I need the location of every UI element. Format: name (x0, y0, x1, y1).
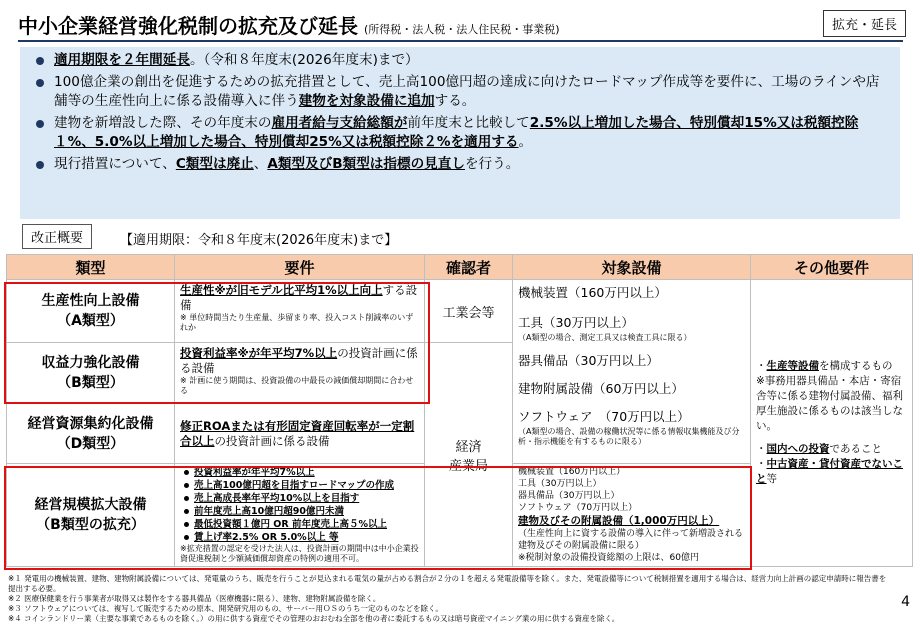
bullet-3-b: 雇用者給与支給総額が (271, 115, 408, 131)
other-1-text: を構成するもの (819, 360, 893, 372)
other-dot-3: ・ (756, 443, 767, 455)
equipment-cell (513, 280, 751, 464)
footnote-2: ※２ 医療保健業を行う事業者が取得又は製作をする器具備品（医療機器に限る）、建物、建物附属設備を除く。 (8, 594, 381, 603)
highlight-box-ab (4, 282, 430, 404)
other-3-text: であること (829, 443, 882, 455)
equip-4: 建物附属設備（60万円以上） (518, 381, 684, 396)
type-b-expanded: 経営規模拡大設備 （B類型の拡充） (7, 464, 175, 567)
other-2: ※事務用器具備品・本店・寄宿舎等に係る建物付属設備、福利厚生施設に係るものは該当しない。 (756, 375, 903, 432)
bullet-3-e: 。 (518, 134, 533, 150)
req-d-bold: 修正ROAまたは有形固定資産回転率が一定割合以上 (180, 418, 415, 448)
bullet-3-c: 前年度末と比較して (407, 115, 530, 131)
type-b: 収益力強化設備 （B類型） (7, 343, 175, 404)
equip-3: 器具備品（30万円以上） (518, 353, 659, 368)
equip-ex-2: 工具（30万円以上） (518, 479, 602, 489)
type-a: 生産性向上設備 （A類型） (7, 280, 175, 343)
other-4-bold: 中古資産・貸付資産でないこと (756, 458, 903, 485)
bullet-3-a: 建物を新増設した際、その年度末の (54, 115, 272, 131)
page-number: 4 (901, 594, 910, 610)
other-dot-1: ・ (756, 360, 767, 372)
summary-bullet-3 (32, 114, 886, 152)
confirmer-d: 経済 産業局 (425, 343, 513, 567)
req-b-bold: 投資利益率※が年平均7%以上 (180, 346, 338, 360)
bullet-1-bold: 適用期限を２年間延長 (54, 52, 190, 68)
equip-2: 工具（30万円以上） (518, 315, 634, 330)
application-period: 【適用期限：令和８年度末(2026年度末)まで】 (120, 233, 398, 248)
footnote-3: ※３ ソフトウェアについては、複写して販売するための原本、開発研究用のもの、サーバー用ＯＳのうち一定のものなどを除く。 (8, 604, 443, 613)
equip-ex-1: 機械装置（160万円以上） (518, 467, 626, 477)
header-requirement: 要件 (175, 255, 425, 280)
bullet-2-end: する。 (434, 93, 476, 109)
equip-ex-6: （生産性向上に資する設備の導入に伴って新増設される建物及びその附属設備に限る） (518, 529, 744, 551)
bullet-4-b: C類型は廃止 (175, 156, 254, 172)
table-header-row (7, 255, 913, 280)
type-d: 経営資源集約化設備 （D類型） (7, 404, 175, 464)
summary-box (20, 47, 900, 219)
req-a-note: ※ 単位時間当たり生産量、歩留まり率、投入コスト削減率のいずれか (180, 313, 414, 332)
bullet-4-e: を行う。 (464, 156, 520, 172)
equip-2-note: （A類型の場合、測定工具又は検査工具に限る） (518, 333, 692, 342)
bullet-2-text: 100億企業の創出を促進するための拡充措置として、売上高100億円超の達成に向けたロードマップ作成等を要件に、工場のラインや店舗等の生産性向上に係る設備導入に伴う (54, 74, 880, 109)
bullet-1-text: 。（令和８年度末(2026年度末)まで） (189, 52, 419, 68)
summary-bullet-1 (32, 51, 886, 70)
footnotes (8, 574, 888, 624)
confirmer-a: 工業会等 (425, 280, 513, 343)
summary-bullet-2 (32, 73, 886, 111)
bullet-4-a: 現行措置について、 (54, 156, 176, 172)
req-b-text: の投資計画に係る設備 (180, 346, 418, 375)
req-a-text: する設備 (180, 283, 418, 312)
list-item: 投資利益率が年平均7%以上 (180, 466, 419, 479)
equip-ex-3: 器具備品（30万円以上） (518, 491, 620, 501)
other-3-bold: 国内への投資 (766, 443, 830, 455)
status-tag: 拡充・延長 (823, 10, 906, 37)
list-item: 最低投資額１億円 OR 前年度売上高５%以上 (180, 518, 419, 531)
equip-5: ソフトウェア （70万円以上） (518, 409, 690, 424)
req-d-text: の投資計画に係る設備 (214, 433, 330, 448)
footnote-4: ※４ コインランドリー業（主要な事業であるものを除く。）の用に供する資産でその管理のおおむね全部を他の者に委託するもの又は暗号資産マイニング業の用に供する資産を除く。 (8, 614, 620, 623)
equip-ex-4: ソフトウェア（70万円以上） (518, 503, 638, 513)
kaisei-label: 改正概要 (22, 224, 92, 249)
page-title (18, 10, 560, 39)
list-item: 前年度売上高10億円超90億円未満 (180, 505, 419, 518)
footnote-1: ※１ 発電用の機械装置、建物、建物附属設備については、発電量のうち、販売を行うことが見込まれる電気の量が占める割合が２分の１を超える発電設備等を除く。また、発電設備等について税制措置を適用する場合は、経営力向上計画の認定申請時に報告書を提出する必要。 (8, 574, 887, 593)
title-subtitle: (所得税・法人税・法人住民税・事業税) (364, 23, 560, 36)
header-confirmer: 確認者 (425, 255, 513, 280)
header-type: 類型 (7, 255, 175, 280)
other-cell (751, 280, 913, 567)
title-underline (18, 40, 903, 42)
list-item: 売上高成長率年平均10%以上を目指す (180, 492, 419, 505)
req-b-note: ※ 計画に使う期間は、投資設備の中最長の減価償却期間に合わせる (180, 376, 414, 395)
list-item: 賃上げ率2.5% OR 5.0%以上 等 (180, 531, 419, 544)
other-4-text: 等 (766, 473, 777, 485)
other-dot-4: ・ (756, 458, 767, 470)
equip-5-note: （A類型の場合、設備の稼働状況等に係る情報収集機能及び分析・指示機能を有するものに限る） (518, 427, 740, 446)
other-1-bold: 生産等設備 (766, 360, 819, 372)
bullet-2-bold: 建物を対象設備に追加 (298, 93, 435, 109)
equip-ex-5: 建物及びその附属設備（1,000万円以上） (518, 515, 720, 527)
title-main: 中小企業経営強化税制の拡充及び延長 (18, 14, 358, 38)
header-equipment: 対象設備 (513, 255, 751, 280)
req-b-expanded-note: ※拡充措置の認定を受けた法人は、投資計画の期間中は中小企業投資促進税制と少額減価償却資産の特例の適用不可。 (180, 544, 419, 563)
bullet-3-d: 2.5%以上増加した場合、特別償却15%又は税額控除１%、5.0%以上増加した場合、特別償却25%又は税額控除２%を適用する (54, 115, 859, 150)
highlight-box-expanded (4, 466, 752, 570)
summary-bullet-4 (32, 155, 886, 174)
list-item: 売上高100億円超を目指すロードマップの作成 (180, 479, 419, 492)
header-other: その他要件 (751, 255, 913, 280)
bullet-4-c: 、 (253, 156, 268, 172)
bullet-4-d: A類型及びB類型は指標の見直し (267, 156, 465, 172)
equip-1: 機械装置（160万円以上） (518, 285, 667, 300)
req-a-bold: 生産性※が旧モデル比平均1%以上向上 (180, 283, 383, 297)
req-d (175, 404, 425, 464)
equip-ex-7: ※税制対象の設備投資総額の上限は、60億円 (518, 553, 699, 563)
